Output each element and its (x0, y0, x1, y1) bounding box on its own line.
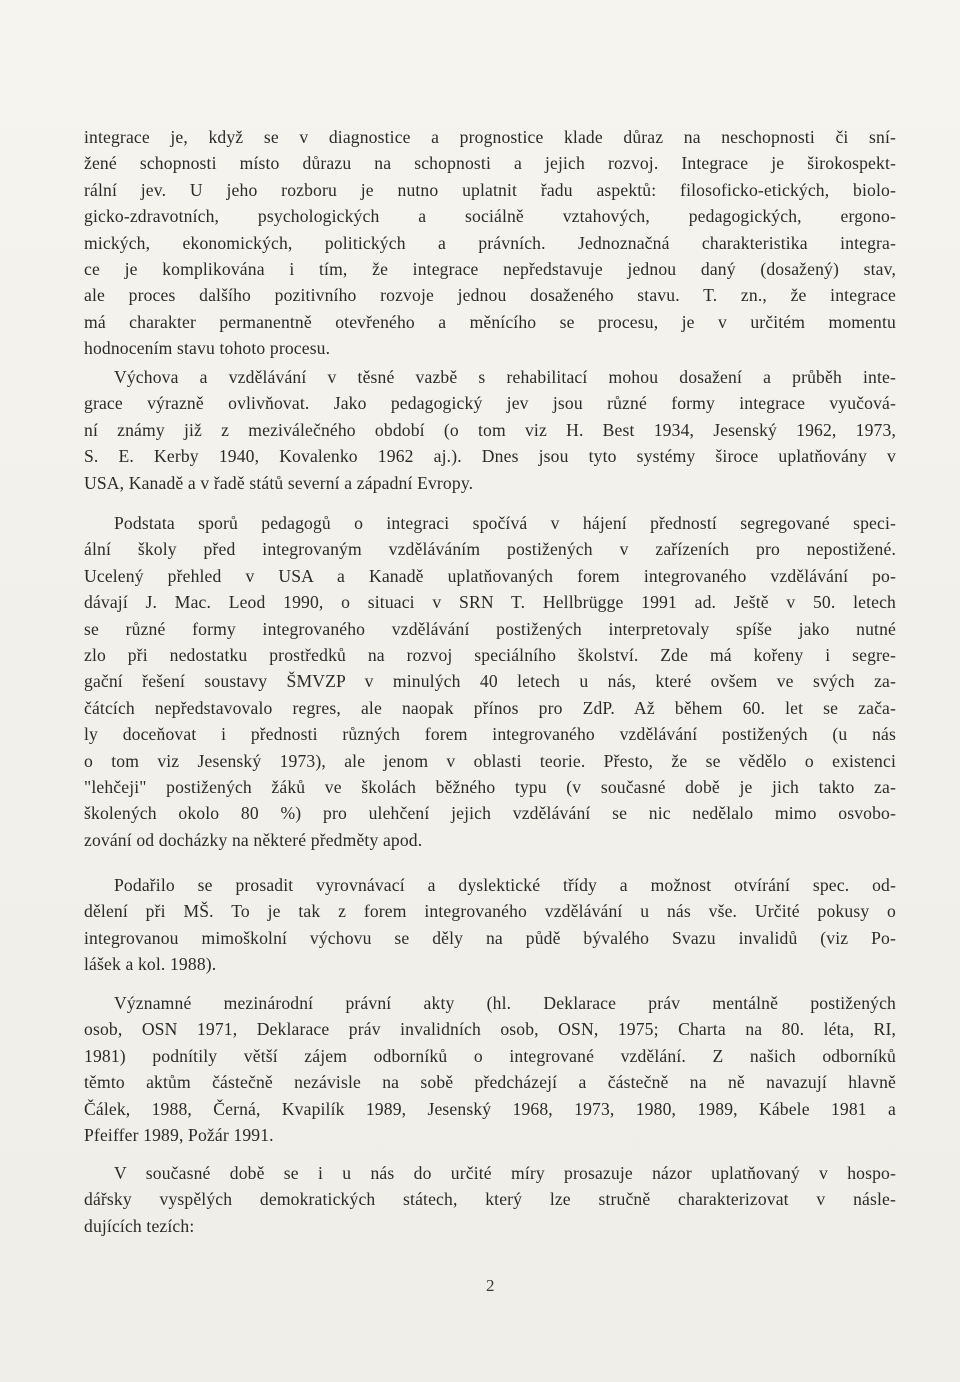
paragraph-3 (84, 510, 896, 853)
paragraph-line: Ucelený přehled v USA a Kanadě uplatňovaných forem integrovaného vzdělávání po- (84, 565, 896, 586)
paragraph-line: Pfeiffer 1989, Požár 1991. (84, 1124, 274, 1145)
paragraph-line: hodnocením stavu tohoto procesu. (84, 338, 331, 359)
paragraph-line: zlo při nedostatku prostředků na rozvoj speciálního školství. Zde má kořeny i segre- (84, 644, 896, 665)
paragraph-4 (84, 872, 896, 978)
paragraph-line: dářsky vyspělých demokratických státech, který lze stručně charakterizovat v násle- (84, 1189, 896, 1210)
paragraph-line: integrace je, když se v diagnostice a prognostice klade důraz na neschopnosti či sní- (84, 127, 896, 147)
paragraph-line: USA, Kanadě a v řadě států severní a západní Evropy. (84, 472, 474, 493)
paragraph-line: dávají J. Mac. Leod 1990, o situaci v SRN T. Hellbrügge 1991 ad. Ještě v 50. letech (84, 592, 896, 613)
paragraph-2 (84, 364, 896, 496)
paragraph-line: Podařilo se prosadit vyrovnávací a dyslektické třídy a možnost otvírání spec. od- (114, 875, 896, 895)
paragraph-line: žené schopnosti místo důrazu na schopnosti a jejich rozvoj. Integrace je širokospekt- (84, 153, 896, 174)
paragraph-line: rální jev. U jeho rozboru je nutno uplatnit řadu aspektů: filosoficko-etických, biolo- (84, 179, 896, 200)
paragraph-line: zování od docházky na některé předměty apod. (84, 829, 423, 850)
paragraph-line: ce je komplikována i tím, že integrace nepředstavuje jednou daný (dosažený) stav, (84, 258, 896, 279)
paragraph-line: dujících tezích: (84, 1215, 195, 1236)
paragraph-line: má charakter permanentně otevřeného a měnícího se procesu, je v určitém momentu (84, 311, 896, 332)
paragraph-line: ní známy již z meziválečného období (o tom viz H. Best 1934, Jesenský 1962, 1973, (84, 419, 896, 440)
paragraph-line: Výchova a vzdělávání v těsné vazbě s rehabilitací mohou dosažení a průběh inte- (114, 367, 896, 387)
page-number: 2 (486, 1276, 495, 1295)
paragraph-line: lášek a kol. 1988). (84, 954, 217, 975)
paragraph-line: o tom viz Jesenský 1973), ale jenom v oblasti teorie. Přesto, že se vědělo o existenci (84, 750, 896, 771)
paragraph-line: ly doceňovat i přednosti různých forem integrovaného vzdělávání postižených (u nás (84, 724, 896, 745)
paragraph-6 (84, 1160, 896, 1239)
paragraph-line: gicko-zdravotních, psychologických a sociálně vztahových, pedagogických, ergono- (84, 206, 896, 227)
paragraph-line: Podstata sporů pedagogů o integraci spočívá v hájení předností segregované speci- (114, 513, 896, 533)
paragraph-5 (84, 990, 896, 1148)
paragraph-line: dělení při MŠ. To je tak z forem integrovaného vzdělávání u nás vše. Určité pokusy o (84, 901, 896, 922)
paragraph-line: osob, OSN 1971, Deklarace práv invalidních osob, OSN, 1975; Charta na 80. léta, RI, (84, 1019, 896, 1040)
paragraph-line: 1981) podnítily větší zájem odborníků o integrované vzdělání. Z našich odborníků (84, 1045, 896, 1066)
paragraph-line: grace výrazně ovlivňovat. Jako pedagogický jev jsou různé formy integrace vyučová- (84, 393, 896, 414)
paragraph-line: školených okolo 80 %) pro ulehčení jejich vzdělávání se nic nedělalo mimo osvobo- (84, 803, 896, 824)
paragraph-line: čátcích nepředstavovalo regres, ale naopak přínos pro ZdP. Až během 60. let se začа- (84, 697, 896, 718)
paragraph-line: ální školy před integrovaným vzděláváním postižených v zařízeních pro nepostižené. (84, 539, 896, 560)
paragraph-line: mických, ekonomických, politických a právních. Jednoznačná charakteristika integra- (84, 232, 896, 253)
paragraph-line: V současné době se i u nás do určité míry prosazuje názor uplatňovaný v hospo- (114, 1163, 896, 1183)
paragraph-line: ale proces dalšího pozitivního rozvoje jednou dosaženého stavu. T. zn., že integrace (84, 285, 896, 306)
paragraph-line: gační řešení soustavy ŠMVZP v minulých 40 letech u nás, které ovšem ve svých za- (84, 671, 896, 692)
paragraph-line: Čálek, 1988, Černá, Kvapilík 1989, Jesenský 1968, 1973, 1980, 1989, Kábele 1981 a (84, 1098, 896, 1119)
paragraph-line: těmto aktům částečně nezávisle na sobě předcházejí a částečně na ně navazují hlavně (84, 1072, 896, 1093)
paragraph-1 (84, 124, 896, 362)
paragraph-line: "lehčeji" postižených žáků ve školách běžného typu (v současné době je jich takto za- (84, 776, 896, 797)
paragraph-line: se různé formy integrovaného vzdělávání postižených interpretovaly spíše jako nutné (84, 618, 896, 639)
paragraph-line: integrovanou mimoškolní výchovu se děly na půdě bývalého Svazu invalidů (viz Po- (84, 927, 896, 948)
paragraph-line: Významné mezinárodní právní akty (hl. Deklarace práv mentálně postižených (114, 993, 896, 1013)
paragraph-line: S. E. Kerby 1940, Kovalenko 1962 aj.). Dnes jsou tyto systémy široce uplatňovány v (84, 446, 896, 467)
